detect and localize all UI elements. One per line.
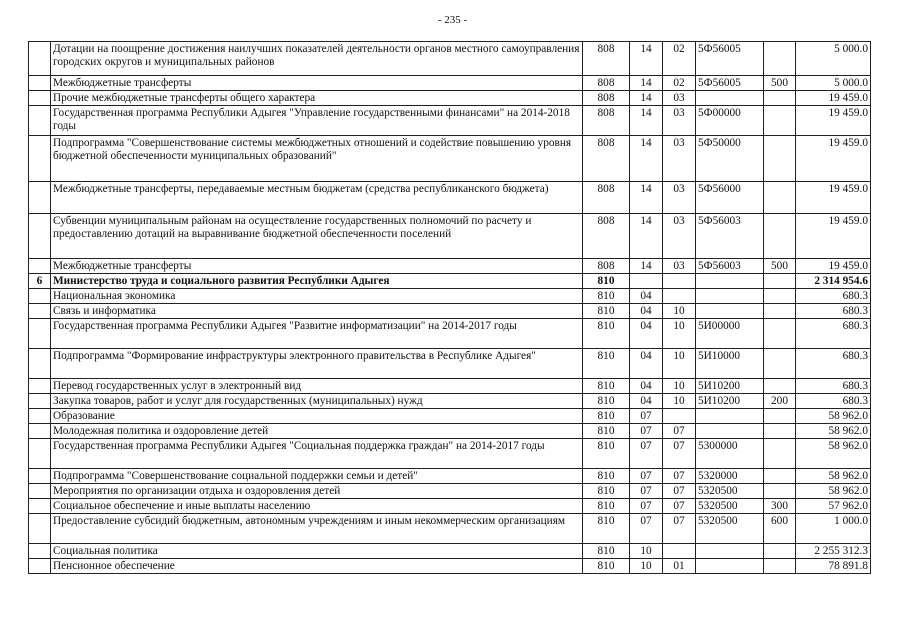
row-code: 810 <box>583 394 630 409</box>
row-code: 810 <box>583 499 630 514</box>
row-code: 810 <box>583 514 630 544</box>
row-name: Государственная программа Республики Адыгея "Развитие информатизации" на 2014-2017 годы <box>51 319 583 349</box>
row-subsection <box>663 544 696 559</box>
row-section: 04 <box>630 319 663 349</box>
row-name: Молодежная политика и оздоровление детей <box>51 424 583 439</box>
row-number <box>29 106 51 136</box>
table-row <box>29 289 871 304</box>
row-code: 808 <box>583 136 630 182</box>
row-subsection: 07 <box>663 514 696 544</box>
row-number <box>29 304 51 319</box>
row-amount: 58 962.0 <box>796 484 871 499</box>
row-name: Социальная политика <box>51 544 583 559</box>
row-target-article: 5320500 <box>696 484 764 499</box>
table-row <box>29 349 871 379</box>
row-target-article <box>696 544 764 559</box>
row-section: 04 <box>630 304 663 319</box>
page-number: - 235 - <box>437 14 468 26</box>
row-number <box>29 76 51 91</box>
row-amount: 1 000.0 <box>796 514 871 544</box>
row-subsection: 07 <box>663 439 696 469</box>
row-number: 6 <box>29 274 51 289</box>
row-number <box>29 394 51 409</box>
row-expense-type <box>764 484 796 499</box>
row-name: Пенсионное обеспечение <box>51 559 583 574</box>
row-section: 14 <box>630 259 663 274</box>
row-subsection: 02 <box>663 42 696 76</box>
row-amount: 2 314 954.6 <box>796 274 871 289</box>
row-target-article: 5320500 <box>696 514 764 544</box>
row-target-article <box>696 289 764 304</box>
row-expense-type <box>764 182 796 214</box>
row-code: 810 <box>583 304 630 319</box>
row-subsection: 10 <box>663 319 696 349</box>
row-name: Межбюджетные трансферты, передаваемые местным бюджетам (средства республиканского бюджета) <box>51 182 583 214</box>
row-section: 10 <box>630 544 663 559</box>
row-name: Национальная экономика <box>51 289 583 304</box>
row-number <box>29 514 51 544</box>
row-code: 810 <box>583 424 630 439</box>
row-target-article: 5Ф56003 <box>696 214 764 259</box>
table-row <box>29 76 871 91</box>
row-name: Субвенции муниципальным районам на осуществление государственных полномочий по расчету и предоставлению дотаций на выравнивание бюджетной обеспеченности поселений <box>51 214 583 259</box>
row-code: 808 <box>583 76 630 91</box>
row-section: 14 <box>630 42 663 76</box>
row-number <box>29 559 51 574</box>
table-row <box>29 259 871 274</box>
row-subsection: 10 <box>663 304 696 319</box>
table-row <box>29 439 871 469</box>
row-number <box>29 469 51 484</box>
row-expense-type <box>764 424 796 439</box>
table-row <box>29 514 871 544</box>
table-row <box>29 42 871 76</box>
row-target-article: 5И00000 <box>696 319 764 349</box>
table-row <box>29 394 871 409</box>
row-expense-type: 600 <box>764 514 796 544</box>
row-expense-type <box>764 319 796 349</box>
row-section: 07 <box>630 484 663 499</box>
row-name: Межбюджетные трансферты <box>51 76 583 91</box>
row-name: Государственная программа Республики Адыгея "Социальная поддержка граждан" на 2014-2017 годы <box>51 439 583 469</box>
row-target-article: 5300000 <box>696 439 764 469</box>
row-amount: 680.3 <box>796 304 871 319</box>
row-name: Подпрограмма "Совершенствование социальной поддержки семьи и детей" <box>51 469 583 484</box>
row-subsection: 07 <box>663 469 696 484</box>
row-target-article <box>696 409 764 424</box>
row-expense-type <box>764 439 796 469</box>
row-code: 808 <box>583 214 630 259</box>
row-name: Подпрограмма "Формирование инфраструктуры электронного правительства в Республике Адыгея" <box>51 349 583 379</box>
row-expense-type <box>764 304 796 319</box>
row-number <box>29 349 51 379</box>
row-code: 808 <box>583 259 630 274</box>
row-subsection: 03 <box>663 106 696 136</box>
row-code: 810 <box>583 349 630 379</box>
row-number <box>29 379 51 394</box>
table-row <box>29 409 871 424</box>
row-subsection: 02 <box>663 76 696 91</box>
row-expense-type <box>764 379 796 394</box>
row-target-article <box>696 424 764 439</box>
row-section: 07 <box>630 469 663 484</box>
row-code: 810 <box>583 319 630 349</box>
row-section: 04 <box>630 379 663 394</box>
row-code: 810 <box>583 379 630 394</box>
row-amount: 78 891.8 <box>796 559 871 574</box>
row-section: 04 <box>630 394 663 409</box>
table-row <box>29 424 871 439</box>
row-section <box>630 274 663 289</box>
row-amount: 58 962.0 <box>796 439 871 469</box>
row-amount: 680.3 <box>796 394 871 409</box>
row-amount: 2 255 312.3 <box>796 544 871 559</box>
row-expense-type <box>764 349 796 379</box>
row-section: 14 <box>630 91 663 106</box>
row-target-article: 5Ф56003 <box>696 259 764 274</box>
row-name: Мероприятия по организации отдыха и оздоровления детей <box>51 484 583 499</box>
row-subsection: 07 <box>663 499 696 514</box>
row-target-article <box>696 559 764 574</box>
row-amount: 680.3 <box>796 289 871 304</box>
row-target-article: 5Ф50000 <box>696 136 764 182</box>
row-section: 10 <box>630 559 663 574</box>
row-name: Подпрограмма "Совершенствование системы межбюджетных отношений и содействие повышению уровня бюджетной обеспеченности муниципальных образований" <box>51 136 583 182</box>
row-number <box>29 182 51 214</box>
row-number <box>29 544 51 559</box>
row-expense-type <box>764 469 796 484</box>
row-section: 07 <box>630 499 663 514</box>
row-expense-type <box>764 91 796 106</box>
table-row <box>29 136 871 182</box>
row-number <box>29 42 51 76</box>
table-row <box>29 304 871 319</box>
row-amount: 5 000.0 <box>796 76 871 91</box>
row-section: 14 <box>630 182 663 214</box>
table-row <box>29 214 871 259</box>
row-expense-type <box>764 106 796 136</box>
row-subsection: 07 <box>663 484 696 499</box>
row-section: 07 <box>630 424 663 439</box>
row-expense-type: 500 <box>764 259 796 274</box>
row-subsection: 03 <box>663 91 696 106</box>
row-amount: 680.3 <box>796 379 871 394</box>
row-subsection: 03 <box>663 214 696 259</box>
table-row <box>29 91 871 106</box>
row-name: Министерство труда и социального развития Республики Адыгея <box>51 274 583 289</box>
table-row <box>29 182 871 214</box>
row-code: 810 <box>583 439 630 469</box>
table-row <box>29 559 871 574</box>
row-expense-type <box>764 274 796 289</box>
row-target-article: 5Ф56005 <box>696 76 764 91</box>
row-section: 07 <box>630 409 663 424</box>
row-section: 07 <box>630 514 663 544</box>
row-number <box>29 214 51 259</box>
row-number <box>29 259 51 274</box>
row-number <box>29 484 51 499</box>
row-code: 810 <box>583 469 630 484</box>
row-code: 808 <box>583 182 630 214</box>
row-name: Предоставление субсидий бюджетным, автономным учреждениям и иным некоммерческим организациям <box>51 514 583 544</box>
table-row <box>29 274 871 289</box>
row-target-article <box>696 304 764 319</box>
row-subsection: 03 <box>663 182 696 214</box>
row-number <box>29 409 51 424</box>
row-subsection: 03 <box>663 259 696 274</box>
row-amount: 680.3 <box>796 319 871 349</box>
row-target-article: 5Ф00000 <box>696 106 764 136</box>
row-subsection: 10 <box>663 379 696 394</box>
row-amount: 19 459.0 <box>796 136 871 182</box>
row-code: 810 <box>583 559 630 574</box>
row-expense-type: 500 <box>764 76 796 91</box>
row-target-article: 5Ф56000 <box>696 182 764 214</box>
row-number <box>29 289 51 304</box>
table-row <box>29 379 871 394</box>
row-name: Перевод государственных услуг в электронный вид <box>51 379 583 394</box>
row-subsection: 10 <box>663 394 696 409</box>
row-subsection: 03 <box>663 136 696 182</box>
row-code: 810 <box>583 289 630 304</box>
row-amount: 58 962.0 <box>796 469 871 484</box>
row-section: 14 <box>630 214 663 259</box>
row-number <box>29 424 51 439</box>
table-row <box>29 499 871 514</box>
row-section: 04 <box>630 349 663 379</box>
row-expense-type <box>764 289 796 304</box>
row-name: Социальное обеспечение и иные выплаты населению <box>51 499 583 514</box>
row-name: Дотации на поощрение достижения наилучших показателей деятельности органов местного самоуправления городских округов и муниципальных районов <box>51 42 583 76</box>
row-amount: 19 459.0 <box>796 91 871 106</box>
table-row <box>29 544 871 559</box>
row-expense-type <box>764 136 796 182</box>
row-number <box>29 439 51 469</box>
row-name: Закупка товаров, работ и услуг для государственных (муниципальных) нужд <box>51 394 583 409</box>
row-section: 14 <box>630 76 663 91</box>
row-name: Межбюджетные трансферты <box>51 259 583 274</box>
row-amount: 57 962.0 <box>796 499 871 514</box>
row-section: 14 <box>630 106 663 136</box>
row-amount: 680.3 <box>796 349 871 379</box>
row-target-article <box>696 91 764 106</box>
row-amount: 19 459.0 <box>796 182 871 214</box>
row-target-article: 5320000 <box>696 469 764 484</box>
row-subsection: 10 <box>663 349 696 379</box>
row-subsection <box>663 274 696 289</box>
row-code: 808 <box>583 106 630 136</box>
row-amount: 5 000.0 <box>796 42 871 76</box>
row-target-article: 5Ф56005 <box>696 42 764 76</box>
row-expense-type <box>764 559 796 574</box>
row-subsection: 07 <box>663 424 696 439</box>
row-amount: 19 459.0 <box>796 106 871 136</box>
row-number <box>29 499 51 514</box>
row-section: 07 <box>630 439 663 469</box>
row-expense-type <box>764 544 796 559</box>
row-target-article: 5И10000 <box>696 349 764 379</box>
row-number <box>29 136 51 182</box>
row-code: 808 <box>583 91 630 106</box>
row-code: 810 <box>583 484 630 499</box>
row-amount: 19 459.0 <box>796 214 871 259</box>
row-target-article: 5И10200 <box>696 379 764 394</box>
table-row <box>29 319 871 349</box>
table-row <box>29 106 871 136</box>
row-expense-type <box>764 42 796 76</box>
row-subsection: 01 <box>663 559 696 574</box>
row-name: Прочие межбюджетные трансферты общего характера <box>51 91 583 106</box>
budget-table <box>28 41 871 574</box>
row-section: 14 <box>630 136 663 182</box>
table-row <box>29 484 871 499</box>
row-target-article <box>696 274 764 289</box>
row-amount: 58 962.0 <box>796 409 871 424</box>
row-code: 808 <box>583 42 630 76</box>
row-code: 810 <box>583 274 630 289</box>
row-name: Образование <box>51 409 583 424</box>
row-expense-type <box>764 214 796 259</box>
row-expense-type: 200 <box>764 394 796 409</box>
row-number <box>29 319 51 349</box>
row-subsection <box>663 409 696 424</box>
row-target-article: 5И10200 <box>696 394 764 409</box>
row-amount: 19 459.0 <box>796 259 871 274</box>
row-code: 810 <box>583 409 630 424</box>
row-subsection <box>663 289 696 304</box>
row-expense-type <box>764 409 796 424</box>
row-expense-type: 300 <box>764 499 796 514</box>
table-row <box>29 469 871 484</box>
row-number <box>29 91 51 106</box>
row-section: 04 <box>630 289 663 304</box>
row-code: 810 <box>583 544 630 559</box>
row-name: Связь и информатика <box>51 304 583 319</box>
row-name: Государственная программа Республики Адыгея "Управление государственными финансами" на 2014-2018 годы <box>51 106 583 136</box>
row-amount: 58 962.0 <box>796 424 871 439</box>
row-target-article: 5320500 <box>696 499 764 514</box>
